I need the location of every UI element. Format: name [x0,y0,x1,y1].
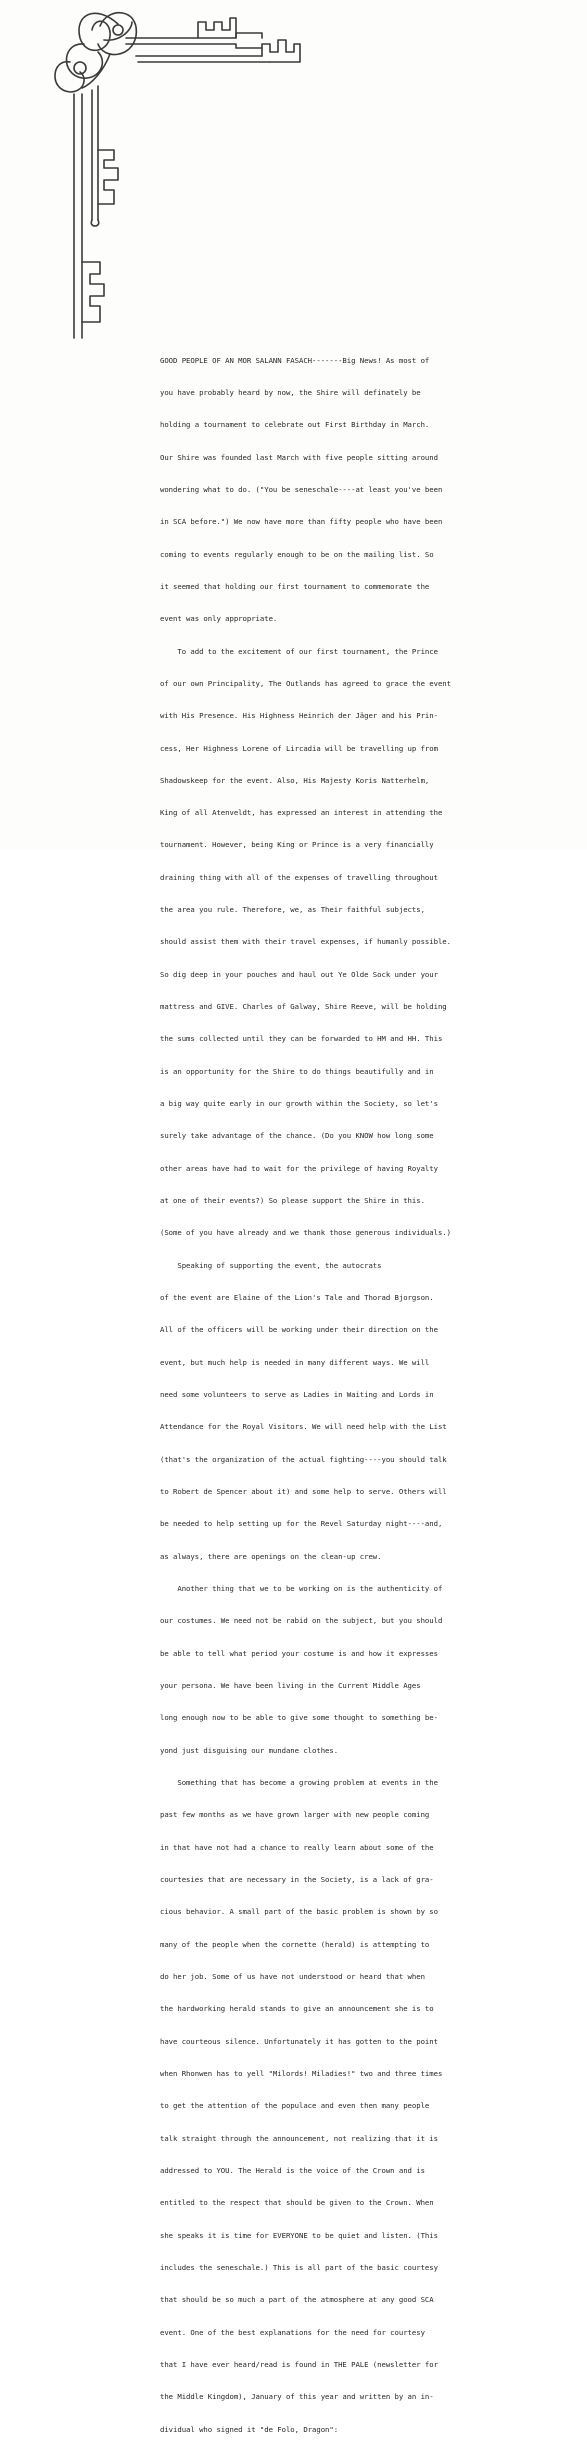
body-line: you have probably heard by now, the Shire will definately be [160,387,421,397]
body-line: your persona. We have been living in the Current Middle Ages [160,1681,421,1691]
body-line: at one of their events?) So please support the Shire in this. [160,1196,425,1206]
body-line: the Middle Kingdom), January of this year and written by an in- [160,2392,434,2402]
body-line: entitled to the respect that should be given to the Crown. When [160,2198,434,2208]
body-line: Our Shire was founded last March with five people sitting around [160,452,438,462]
body-line: event, but much help is needed in many different ways. We will [160,1357,430,1367]
body-line: of the event are Elaine of the Lion's Tale and Thorad Bjorgson. [160,1293,434,1303]
body-line: that should be so much a part of the atmosphere at any good SCA [160,2295,434,2305]
body-line: need some volunteers to serve as Ladies in Waiting and Lords in [160,1390,434,1400]
body-line: Speaking of supporting the event, the autocrats [160,1260,382,1270]
body-line: coming to events regularly enough to be on the mailing list. So [160,549,434,559]
body-line: holding a tournament to celebrate out First Birthday in March. [160,420,430,430]
body-line: of our own Principality, The Outlands has agreed to grace the event [160,678,451,688]
body-line: to Robert de Spencer about it) and some help to serve. Others will [160,1487,447,1497]
body-line: with His Presence. His Highness Heinrich der Jäger and his Prin- [160,711,438,721]
body-line: long enough now to be able to give some thought to something be- [160,1713,438,1723]
body-line: when Rhonwen has to yell "Milords! Miladies!" two and three times [160,2068,443,2078]
body-line: includes the seneschale.) This is all part of the basic courtesy [160,2262,438,2272]
body-line: our costumes. We need not be rabid on the subject, but you should [160,1616,443,1626]
body-line: do her job. Some of us have not understood or heard that when [160,1971,425,1981]
body-line: draining thing with all of the expenses of travelling throughout [160,872,438,882]
body-line: cious behavior. A small part of the basic problem is shown by so [160,1907,438,1917]
body-line: King of all Atenveldt, has expressed an interest in attending the [160,808,443,818]
body-line: past few months as we have grown larger with new people coming [160,1810,430,1820]
body-line: other areas have had to wait for the privilege of having Royalty [160,1163,438,1173]
body-line: the area you rule. Therefore, we, as Their faithful subjects, [160,905,425,915]
body-line: many of the people when the cornette (herald) is attempting to [160,1939,430,1949]
body-line: All of the officers will be working under their direction on the [160,1325,438,1335]
body-line: be able to tell what period your costume is and how it expresses [160,1648,438,1658]
body-line: be needed to help setting up for the Revel Saturday night----and, [160,1519,443,1529]
body-line: surely take advantage of the chance. (Do you KNOW how long some [160,1131,434,1141]
body-line: should assist them with their travel expenses, if humanly possible. [160,937,451,947]
body-line: is an opportunity for the Shire to do things beautifully and in [160,1066,434,1076]
body-line: mattress and GIVE. Charles of Galway, Shire Reeve, will be holding [160,1002,447,1012]
body-line: Attendance for the Royal Visitors. We will need help with the List [160,1422,447,1432]
body-line: wondering what to do. ("You be seneschale----at least you've been [160,484,443,494]
body-line: Shadowskeep for the event. Also, His Majesty Koris Natterhelm, [160,775,430,785]
body-line: the sums collected until they can be forwarded to HM and HH. This [160,1034,443,1044]
body-line: it seemed that holding our first tournament to commemorate the [160,581,430,591]
body-line: courtesies that are necessary in the Society, is a lack of gra- [160,1874,434,1884]
body-line: Another thing that we to be working on is the authenticity of [160,1584,443,1594]
body-line: Something that has become a growing problem at events in the [160,1778,438,1787]
body-line: event. One of the best explanations for the need for courtesy [160,2327,425,2337]
body-line: yond just disguising our mundane clothes. [160,1745,339,1755]
body-line: cess, Her Highness Lorene of Lircadia will be travelling up from [160,743,438,753]
body-line: that I have ever heard/read is found in THE PALE (newsletter for [160,2359,438,2369]
body-line: To add to the excitement of our first tournament, the Prince [160,646,438,656]
body-line: a big way quite early in our growth within the Society, so let's [160,1099,438,1109]
body-line: in SCA before.") We now have more than fifty people who have been [160,517,443,527]
body-line: talk straight through the announcement, not realizing that it is [160,2133,438,2143]
body-line: she speaks it is time for EVERYONE to be quiet and listen. (This [160,2230,438,2240]
article-body [160,334,560,2457]
body-line: GOOD PEOPLE OF AN MOR SALANN FASACH-------Big News! As most of [160,355,430,365]
body-line: the hardworking herald stands to give an announcement she is to [160,2004,434,2014]
body-line: addressed to YOU. The Herald is the voice of the Crown and is [160,2165,425,2175]
body-line: to get the attention of the populace and even then many people [160,2101,430,2111]
body-line: So dig deep in your pouches and haul out Ye Olde Sock under your [160,969,438,979]
body-line: tournament. However, being King or Prince is a very financially [160,840,434,850]
body-line: event was only appropriate. [160,614,278,624]
body-line: (that's the organization of the actual fighting----you should talk [160,1454,447,1464]
body-line: as always, there are openings on the clean-up crew. [160,1551,382,1561]
body-line: have courteous silence. Unfortunately it has gotten to the point [160,2036,438,2046]
body-line: (Some of you have already and we thank those generous individuals.) [160,1228,451,1238]
body-line: in that have not had a chance to really learn about some of the [160,1842,434,1852]
keys-illustration [0,0,587,340]
body-line: dividual who signed it "de Folo, Dragon": [160,2424,339,2434]
